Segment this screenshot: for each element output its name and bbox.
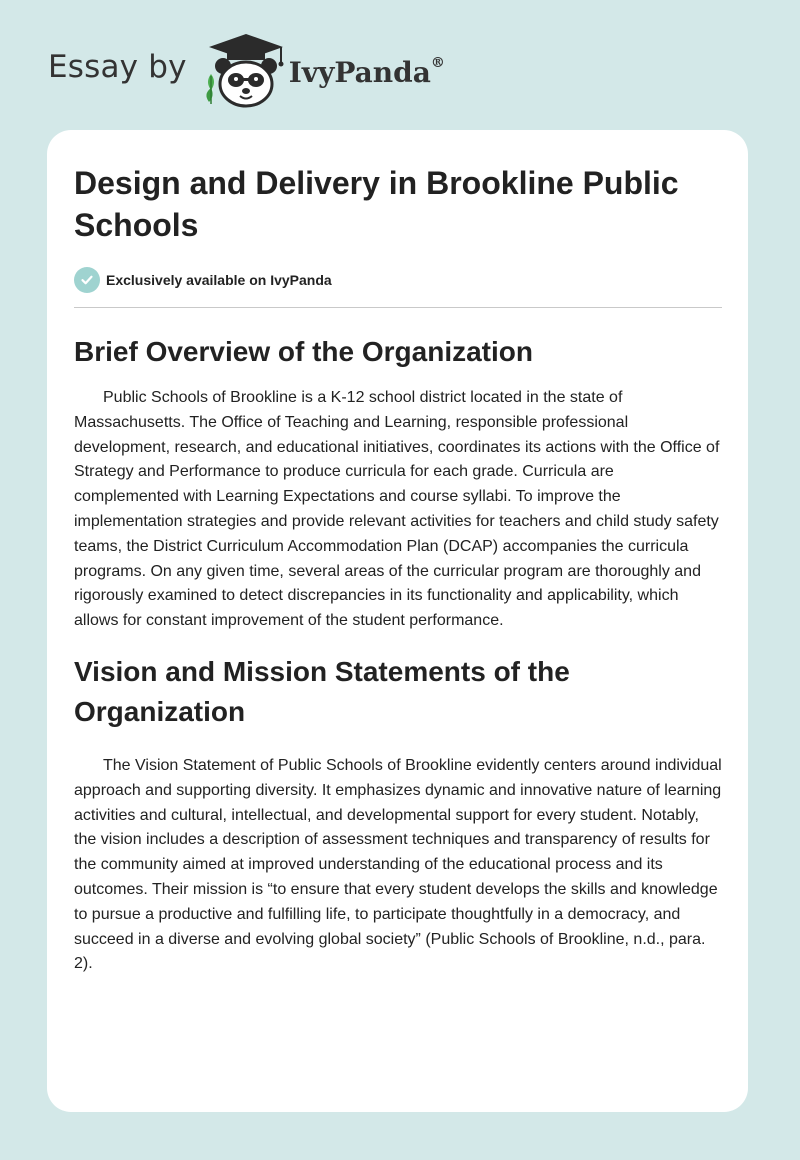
essay-by-label: Essay by (48, 49, 187, 85)
site-header (48, 30, 445, 110)
section-paragraph-overview: Public Schools of Brookline is a K-12 school district located in the state of Massachusetts. The Office of Teaching and Learning, responsible professional development, research, and educational initiatives, coordinates its actions with the Office of Strategy and Performance to produce curricula for each grade. Curricula are complemented with Learning Expectations and course syllabi. To improve the implementation strategies and provide relevant activities for teachers and child study safety teams, the District Curriculum Accommodation Plan (DCAP) accompanies the curricula programs. On any given time, several areas of the curricular program are thoroughly and rigorously examined to detect discrepancies in its functionality and applicability, which allows for constant improvement of the student performance. (74, 389, 720, 630)
panda-graduate-icon (201, 30, 291, 110)
registered-mark: ® (430, 55, 445, 72)
section-heading-overview: Brief Overview of the Organization (74, 336, 533, 367)
exclusive-badge-row (74, 267, 722, 293)
article-title: Design and Delivery in Brookline Public Schools (74, 165, 679, 243)
ivypanda-logo-link[interactable] (201, 30, 291, 110)
article-card (47, 130, 748, 1112)
section-paragraph-vision-mission: The Vision Statement of Public Schools of Brookline evidently centers around individual approach and supporting diversity. It emphasizes dynamic and innovative nature of learning activities and cultural, intellectual, and developmental support for every student. Notably, the vision includes a description of assessment techniques and transparency of results for the community aimed at improved understanding of the educational process and its outcomes. Their mission is “to ensure that every student develops the skills and knowledge to pursue a productive and fulfilling life, to participate thoughtfully in a democracy, and succeed in a diverse and evolving global society” (Public Schools of Brookline, n.d., para. 2). (74, 756, 722, 973)
exclusive-label: Exclusively available on IvyPanda (106, 272, 332, 288)
section-heading-vision-mission: Vision and Mission Statements of the Organization (74, 655, 570, 727)
title-divider (74, 307, 722, 308)
check-icon (74, 267, 100, 293)
brand-name (289, 56, 445, 89)
brand-text: IvyPanda (288, 55, 431, 89)
